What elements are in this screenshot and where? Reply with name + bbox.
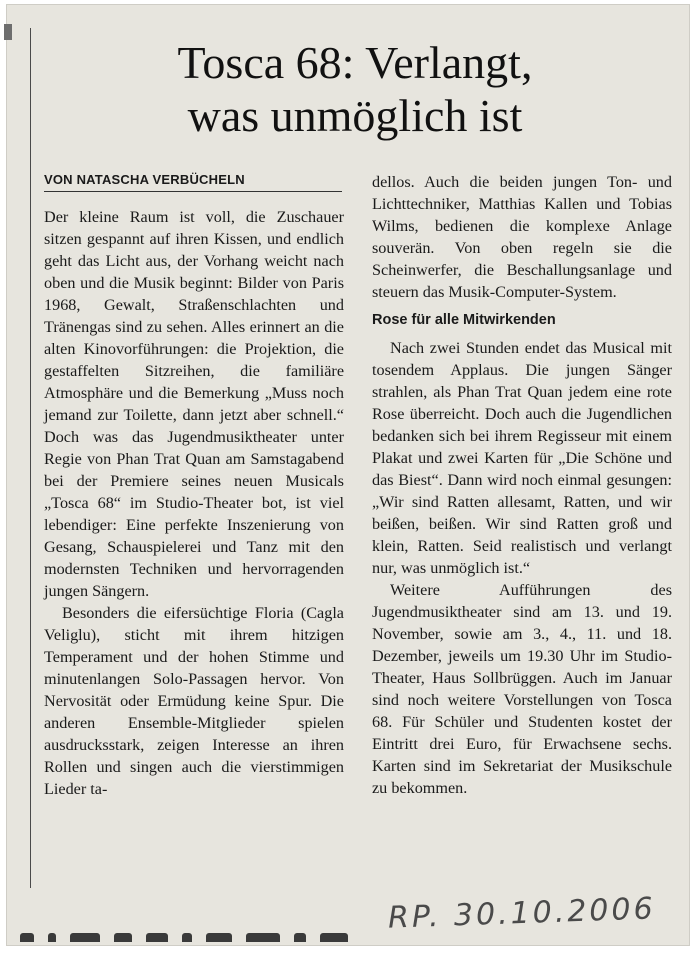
- paragraph-continuation: dellos. Auch die beiden jungen Ton- und Lichttechniker, Matthias Kallen und Tobias Wilms, bedienen die komplexe Anlage souverän. Von oben regeln sie die Scheinwerfer, die Beschallungsanlage und steuern das Musik-Computer-System.: [372, 173, 672, 301]
- paragraph-1: Der kleine Raum ist voll, die Zuschauer sitzen gespannt auf ihren Kissen, und endlich geht das Licht aus, der Vorhang weicht nach oben und die Musik beginnt: Bilder von Paris 1968, Gewalt, Straßenschlachten und Tränengas sind zu sehen. Alles erinnert an die alten Kinovorführungen: die Projektion, die gestaffelten Sitzreihen, die familiäre Atmosphäre und die Bemerkung „Muss noch jemand zur Toilette, dann jetzt aber schnell.“ Doch was das Jugendmusiktheater unter Regie von Phan Trat Quan am Samstagabend bei der Premiere seines neuen Musicals „Tosca 68“ im Studio-Theater bot, ist viel lebendiger: Eine perfekte Inszenierung von Gesang, Schauspielerei und Tanz mit den modernsten Techniken und hervorragenden jungen Sängern.: [44, 208, 344, 600]
- column-marker: [4, 24, 12, 40]
- next-page-bleed: [20, 930, 680, 942]
- headline-line-2: was unmöglich ist: [187, 90, 523, 141]
- paragraph-3: Nach zwei Stunden endet das Musical mit tosendem Applaus. Die jungen Sänger strahlen, als Phan Trat Quan jedem eine rote Rose überreicht. Doch auch die Jugendlichen bedanken sich bei ihrem Regisseur mit einem Plakat und zwei Karten für „Die Schöne und das Biest“. Dann wird noch einmal gesungen: „Wir sind Ratten allesamt, Ratten, und wir beißen, beißen. Wir sind Ratten groß und klein, Ratten. Seid realistisch und verlangt nur, was unmöglich ist.“: [372, 339, 672, 577]
- subheading: Rose für alle Mitwirkenden: [372, 312, 556, 328]
- article-column-left: [44, 206, 344, 800]
- article-column-right: [372, 171, 672, 799]
- handwritten-date-note: RP. 30.10.2006: [387, 891, 657, 936]
- paragraph-2: Besonders die eifersüchtige Floria (Cagla Veliglu), sticht mit ihrem hitzigen Temperament und der hohen Stimme und minutenlangen Solo-Passagen hervor. Von Nervosität oder Ermüdung keine Spur. Die anderen Ensemble-Mitglieder spielen ausdrucksstark, zeigen Interesse an ihren Rollen und singen auch die vierstimmigen Lieder ta-: [44, 604, 344, 798]
- paragraph-4: Weitere Aufführungen des Jugendmusiktheater sind am 13. und 19. November, sowie am 3., 4., 11. und 18. Dezember, jeweils um 19.30 Uhr im Studio-Theater, Haus Sollbrüggen. Auch im Januar sind noch weitere Vorstellungen von Tosca 68. Für Schüler und Studenten kostet der Eintritt drei Euro, für Erwachsene sechs. Karten sind im Sekretariat der Musikschule zu bekommen.: [372, 581, 672, 797]
- byline: VON NATASCHA VERBÜCHELN: [44, 172, 342, 192]
- headline: [40, 36, 670, 142]
- headline-line-1: Tosca 68: Verlangt,: [177, 37, 533, 88]
- column-rule: [30, 28, 31, 888]
